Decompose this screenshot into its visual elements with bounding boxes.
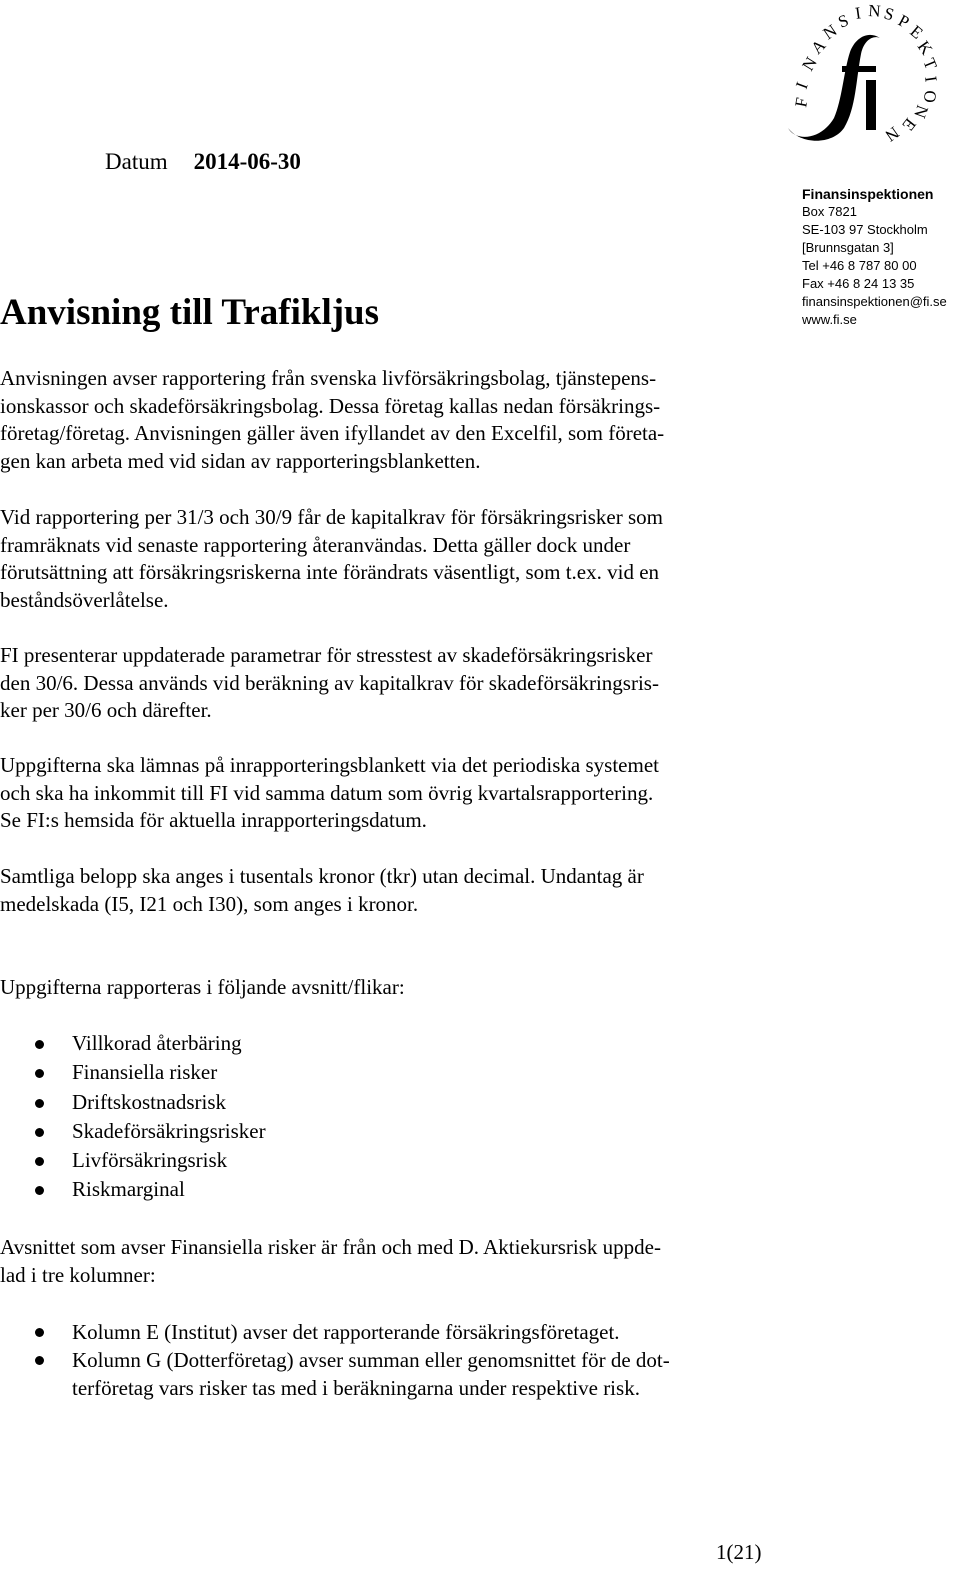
sender-line: Tel +46 8 787 80 00 bbox=[802, 258, 917, 273]
sender-line: [Brunnsgatan 3] bbox=[802, 240, 894, 255]
list-item-text: Finansiella risker bbox=[72, 1060, 218, 1085]
bullet-icon bbox=[35, 1128, 44, 1137]
text-line: företag/företag. Anvisningen gäller även ifyllandet av den Excelfil, som företa- bbox=[0, 421, 665, 446]
finansinspektionen-logo bbox=[776, 0, 956, 150]
text-line: framräknats vid senaste rapportering återanvändas. Detta gäller dock under bbox=[0, 532, 631, 557]
page-number: 1(21) bbox=[716, 1540, 762, 1564]
list-item-text: Livförsäkringsrisk bbox=[72, 1148, 228, 1173]
sender-address-block bbox=[802, 185, 947, 329]
logo-letter: K bbox=[913, 37, 937, 59]
document-date bbox=[105, 149, 301, 175]
text-line: Se FI:s hemsida för aktuella inrapporteringsdatum. bbox=[0, 808, 427, 833]
amounts-paragraph bbox=[0, 863, 780, 918]
bullet-icon bbox=[35, 1069, 44, 1078]
logo-letter: T bbox=[919, 55, 941, 73]
list-item bbox=[0, 1346, 670, 1402]
sender-line: finansinspektionen@fi.se bbox=[802, 294, 947, 309]
text-line: lad i tre kolumner: bbox=[0, 1262, 156, 1287]
text-line: Avsnittet som avser Finansiella risker är från och med D. Aktiekursrisk uppde- bbox=[0, 1235, 661, 1259]
list-item-text: Villkorad återbäring bbox=[72, 1031, 242, 1055]
list-item bbox=[0, 1117, 266, 1146]
logo-letter: N bbox=[819, 20, 841, 44]
bullet-icon bbox=[35, 1040, 44, 1049]
list-item-text: Skadeförsäkringsrisker bbox=[72, 1118, 266, 1143]
sections-list bbox=[0, 1029, 266, 1205]
date-value: 2014-06-30 bbox=[193, 149, 301, 174]
sender-line: Fax +46 8 24 13 35 bbox=[802, 276, 915, 291]
list-item bbox=[0, 1058, 266, 1087]
bullet-icon bbox=[35, 1186, 44, 1195]
document-title: Anvisning till Trafikljus bbox=[0, 292, 380, 333]
text-line: och ska ha inkommit till FI vid samma datum som övrig kvartalsrapportering. bbox=[0, 780, 654, 805]
sections-intro-paragraph bbox=[0, 974, 780, 1002]
stress-test-paragraph bbox=[0, 642, 780, 725]
logo-letter: F bbox=[791, 96, 812, 109]
text-line: gen kan arbeta med vid sidan av rapporteringsblanketten. bbox=[0, 449, 481, 474]
logo-letter: I bbox=[921, 74, 941, 84]
logo-letter: N bbox=[867, 1, 882, 21]
logo-letter: O bbox=[919, 89, 940, 104]
logo-letter: I bbox=[853, 3, 863, 23]
logo-letter: P bbox=[895, 10, 913, 32]
financial-risks-paragraph bbox=[0, 1234, 780, 1289]
text-line: ker per 30/6 och därefter. bbox=[0, 698, 212, 723]
list-item-text: Kolumn E (Institut) avser det rapporterande försäkringsföretaget. bbox=[72, 1320, 620, 1344]
bullet-icon bbox=[35, 1099, 44, 1108]
logo-letter: S bbox=[835, 10, 852, 32]
text-line: FI presenterar uppdaterade parametrar för stresstest av skadeförsäkringsrisker bbox=[0, 643, 653, 667]
reporting-period-paragraph bbox=[0, 504, 780, 615]
list-item-text: terföretag vars risker tas med i beräkningarna under respektive risk. bbox=[72, 1376, 640, 1400]
text-line: Uppgifterna ska lämnas på inrapporteringsblankett via det periodiska systemet bbox=[0, 753, 659, 777]
date-label: Datum bbox=[105, 149, 168, 174]
text-line: Uppgifterna rapporteras i följande avsnitt/flikar: bbox=[0, 975, 405, 999]
list-item bbox=[0, 1146, 266, 1175]
bullet-icon bbox=[35, 1356, 44, 1365]
list-item bbox=[0, 1175, 266, 1204]
list-item-text: Riskmarginal bbox=[72, 1177, 185, 1202]
logo-letter: E bbox=[906, 21, 927, 43]
bullet-icon bbox=[35, 1157, 44, 1166]
submission-paragraph bbox=[0, 752, 780, 835]
text-line: beståndsöverlåtelse. bbox=[0, 588, 169, 613]
intro-paragraph bbox=[0, 365, 780, 476]
list-item bbox=[0, 1029, 266, 1058]
logo-letter: N bbox=[881, 122, 903, 146]
columns-list bbox=[0, 1318, 670, 1402]
sender-line: www.fi.se bbox=[802, 312, 857, 327]
sender-org-name: Finansinspektionen bbox=[802, 186, 934, 202]
logo-letter: N bbox=[798, 53, 821, 75]
text-line: medelskada (I5, I21 och I30), som anges i kronor. bbox=[0, 891, 419, 916]
list-item bbox=[0, 1318, 670, 1346]
sender-line: SE-103 97 Stockholm bbox=[802, 222, 928, 237]
list-item bbox=[0, 1088, 266, 1117]
text-line: Vid rapportering per 31/3 och 30/9 får de kapitalkrav för försäkringsrisker som bbox=[0, 505, 663, 529]
list-item-text: Kolumn G (Dotterföretag) avser summan eller genomsnittet för de dot- bbox=[72, 1348, 670, 1372]
text-line: Anvisningen avser rapportering från svenska livförsäkringsbolag, tjänstepens- bbox=[0, 366, 657, 390]
logo-letter: E bbox=[898, 114, 920, 135]
text-line: den 30/6. Dessa används vid beräkning av kapitalkrav för skadeförsäkringsris- bbox=[0, 670, 659, 695]
text-line: ionskassor och skadeförsäkringsbolag. Dessa företag kallas nedan försäkrings- bbox=[0, 393, 661, 418]
logo-letter: I bbox=[791, 79, 812, 92]
sender-line: Box 7821 bbox=[802, 204, 857, 219]
logo-letter: A bbox=[807, 35, 830, 58]
bullet-icon bbox=[35, 1328, 44, 1337]
list-item-text: Driftskostnadsrisk bbox=[72, 1089, 226, 1114]
text-line: Samtliga belopp ska anges i tusentals kronor (tkr) utan decimal. Undantag är bbox=[0, 864, 644, 888]
text-line: förutsättning att försäkringsriskerna inte förändrats väsentligt, som t.ex. vid en bbox=[0, 560, 660, 585]
logo-letter: N bbox=[910, 102, 933, 121]
logo-letter: S bbox=[881, 3, 897, 25]
